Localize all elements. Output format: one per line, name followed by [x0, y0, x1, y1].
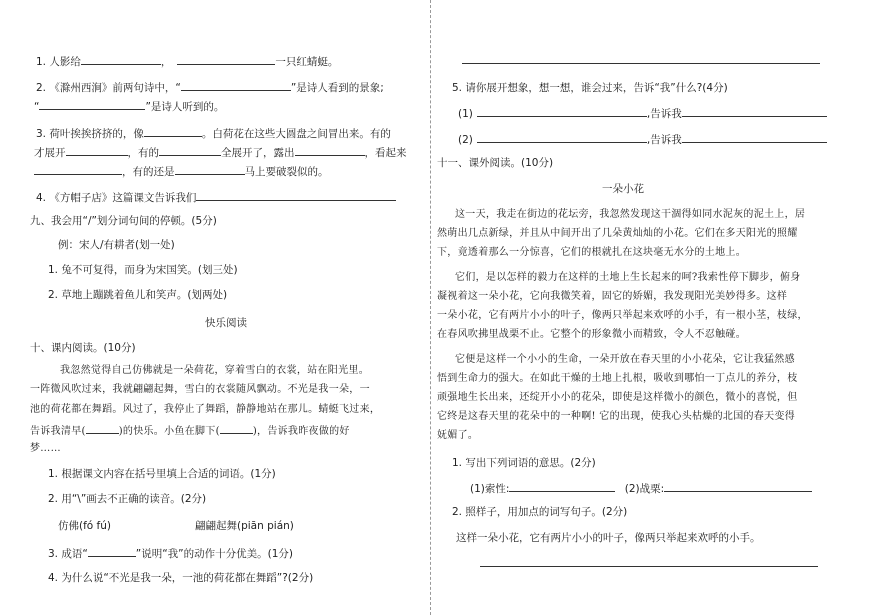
story-line4: 它们，是以怎样的毅力在这样的土地上生长起来的呵?我索性停下脚步，俯身 — [455, 272, 801, 283]
passage-line3: 池的荷花都在舞蹈。风过了，我停止了舞蹈，静静地站在那儿。蜻蜓飞过来， — [30, 404, 381, 415]
q5-1-label: (1) — [458, 108, 473, 120]
r1-item-2: (2)战栗: — [624, 483, 665, 495]
q2-blank-1[interactable] — [181, 79, 291, 91]
passage-blank-2[interactable] — [220, 423, 253, 434]
q5-2-text: ,告诉我 — [646, 134, 682, 146]
passage-line4-b: )的快乐。小鱼在脚下( — [118, 426, 220, 437]
passage-line4-a: 告诉我清早( — [30, 426, 86, 437]
left-q2-line2 — [34, 98, 224, 114]
section10-title: 十、课内阅读。(10分) — [30, 342, 136, 354]
section10-q4: 4. 为什么说“不光是我一朵，一池的荷花都在舞蹈”?(2分) — [48, 572, 314, 584]
right-q5: 5. 请你展开想象，想一想，谁会过来，告诉“我”什么?(4分) — [452, 82, 728, 94]
answer-line-bottom[interactable] — [480, 566, 818, 567]
q3-idiom-a: 3. 成语“ — [48, 548, 88, 560]
q1-text-b: ， — [160, 56, 172, 68]
q1-text-c: 一只红蜻蜓。 — [275, 56, 339, 68]
story-line8: 它便是这样一个小小的生命，一朵开放在春天里的小小花朵，它让我猛然感 — [455, 354, 795, 365]
q4-blank[interactable] — [196, 189, 396, 201]
q5-2-blank-a[interactable] — [477, 131, 647, 143]
section9-example: 例：宋人/有耕者(划一处) — [58, 239, 175, 251]
story-line7: 在春风吹拂里战栗不止。它整个的形象微小而精致，令人不忍触碰。 — [437, 329, 746, 340]
q2-text-c: “ — [34, 101, 40, 113]
column-divider — [430, 0, 431, 615]
q2-text-d: ”是诗人听到的。 — [145, 101, 225, 113]
left-q1 — [36, 53, 338, 69]
q3-text-h: 马上要破裂似的。 — [244, 166, 329, 178]
passage-line4-c: )，告诉我昨夜做的好 — [252, 426, 350, 437]
q3-blank-5[interactable] — [34, 163, 122, 175]
section11-title: 十一、课外阅读。(10分) — [437, 157, 554, 169]
story-line11: 它终是这春天里的花朵中的一种啊! 它的出现，使我心头枯燥的北国的春天变得 — [437, 411, 795, 422]
q3-blank-1[interactable] — [144, 125, 202, 137]
q3-blank-3[interactable] — [159, 144, 221, 156]
answer-line-top[interactable] — [462, 63, 820, 64]
q1-blank-2[interactable] — [177, 53, 275, 65]
section9-title: 九、我会用“/”划分词句间的停顿。(5分) — [30, 215, 217, 227]
left-q3-line3 — [34, 163, 329, 179]
q1-blank-1[interactable] — [81, 53, 161, 65]
passage-line1: 我忽然觉得自己仿佛就是一朵荷花，穿着雪白的衣裳，站在阳光里。 — [60, 365, 369, 376]
story-line6: 一朵小花，它有两片小小的叶子，像两只举起来欢呼的小手，有一根小茎，枝绿， — [437, 310, 808, 321]
q4-text: 《方帽子店》这篇课文告诉我们 — [49, 192, 197, 204]
pinyin-item-2: 翩翩起舞(piān pián) — [195, 520, 294, 532]
left-q3-line2 — [34, 144, 407, 160]
r1-item-1: (1)索性: — [470, 483, 510, 495]
story-line2: 然萌出几点新绿，并且从中间开出了几朵黄灿灿的小花。它们在多天阳光的照耀 — [437, 228, 798, 239]
right-r1: 1. 写出下列词语的意思。(2分) — [452, 457, 596, 469]
r1-blank-2[interactable] — [664, 480, 812, 492]
left-q4 — [36, 189, 396, 205]
q3-text-c: 才展开 — [34, 147, 66, 159]
story-line1: 这一天，我走在街边的花坛旁，我忽然发现这干涸得如同水泥灰的泥土上，居 — [455, 209, 806, 220]
q3-text-a: 荷叶挨挨挤挤的，像 — [49, 128, 144, 140]
passage-line5: 梦…… — [30, 443, 61, 454]
left-q2-line1 — [36, 79, 384, 95]
q1-number: 1. — [36, 56, 47, 68]
q3-number: 3. — [36, 128, 47, 140]
story-line12: 妩媚了。 — [437, 430, 479, 441]
q3-text-f: ，看起来 — [364, 147, 407, 159]
q3-idiom-blank[interactable] — [88, 545, 136, 557]
q5-2-label: (2) — [458, 134, 473, 146]
r1-blank-1[interactable] — [509, 480, 615, 492]
passage-line2: 一阵微风吹过来，我就翩翩起舞，雪白的衣裳随风飘动。不光是我一朵，一 — [30, 384, 370, 395]
section10-q1: 1. 根据课文内容在括号里填上合适的词语。(1分) — [48, 468, 276, 480]
q1-text-a: 人影给 — [49, 56, 81, 68]
q3-blank-2[interactable] — [66, 144, 128, 156]
q5-1-blank-a[interactable] — [477, 105, 647, 117]
q3-text-g: ，有的还是 — [122, 166, 175, 178]
q2-blank-2[interactable] — [39, 98, 145, 110]
story-line3: 下，竟透着那么一分惊喜，它们的根就扎在这块毫无水分的土地上。 — [437, 247, 746, 258]
right-q5-2 — [458, 131, 827, 147]
passage-blank-1[interactable] — [86, 423, 119, 434]
q3-text-d: ，有的 — [127, 147, 159, 159]
story-line5: 凝视着这一朵小花，它向我微笑着，固它的娇媚，我发现阳光美妙得多。这样 — [437, 291, 788, 302]
left-q3-line1 — [36, 125, 391, 141]
pinyin-item-1: 仿佛(fó fú) — [58, 520, 112, 532]
right-q5-1 — [458, 105, 827, 121]
q3-blank-4[interactable] — [295, 144, 365, 156]
passage-line4 — [30, 423, 350, 439]
story-line10: 顽强地生长出来，还绽开小小的花朵，即使是这样微小的颜色，微小的喜悦，但 — [437, 392, 798, 403]
story-line9: 悟到生命力的强大。在如此干燥的土地上扎根，吸收到哪怕一丁点儿的养分，枝 — [437, 373, 798, 384]
story-title: 一朵小花 — [602, 183, 644, 195]
right-r2-example: 这样一朵小花，它有两片小小的叶子，像两只举起来欢呼的小手。 — [456, 532, 761, 544]
q3-text-e: 全展开了，露出 — [221, 147, 295, 159]
right-r1-items — [470, 480, 812, 496]
q3-blank-6[interactable] — [175, 163, 245, 175]
q4-number: 4. — [36, 192, 47, 204]
right-r2: 2. 照样子，用加点的词写句子。(2分) — [452, 506, 628, 518]
q2-number: 2. — [36, 82, 47, 94]
section10-q3 — [48, 545, 293, 561]
section9-item2: 2. 草地上蹦跳着鱼儿和笑声。(划两处) — [48, 289, 228, 301]
q2-text-a: 《滁州西涧》前两句诗中，“ — [49, 82, 181, 94]
q5-2-blank-b[interactable] — [682, 131, 827, 143]
happy-reading-heading: 快乐阅读 — [205, 317, 247, 329]
section10-q2: 2. 用“\”画去不正确的读音。(2分) — [48, 493, 207, 505]
section9-item1: 1. 兔不可复得，而身为宋国笑。(划三处) — [48, 264, 238, 276]
q5-1-text: ,告诉我 — [646, 108, 682, 120]
q3-idiom-b: ”说明“我”的动作十分优美。(1分) — [135, 548, 293, 560]
q2-text-b: ”是诗人看到的景象; — [290, 82, 384, 94]
q3-text-b: 。白荷花在这些大圆盘之间冒出来。有的 — [201, 128, 391, 140]
q5-1-blank-b[interactable] — [682, 105, 827, 117]
